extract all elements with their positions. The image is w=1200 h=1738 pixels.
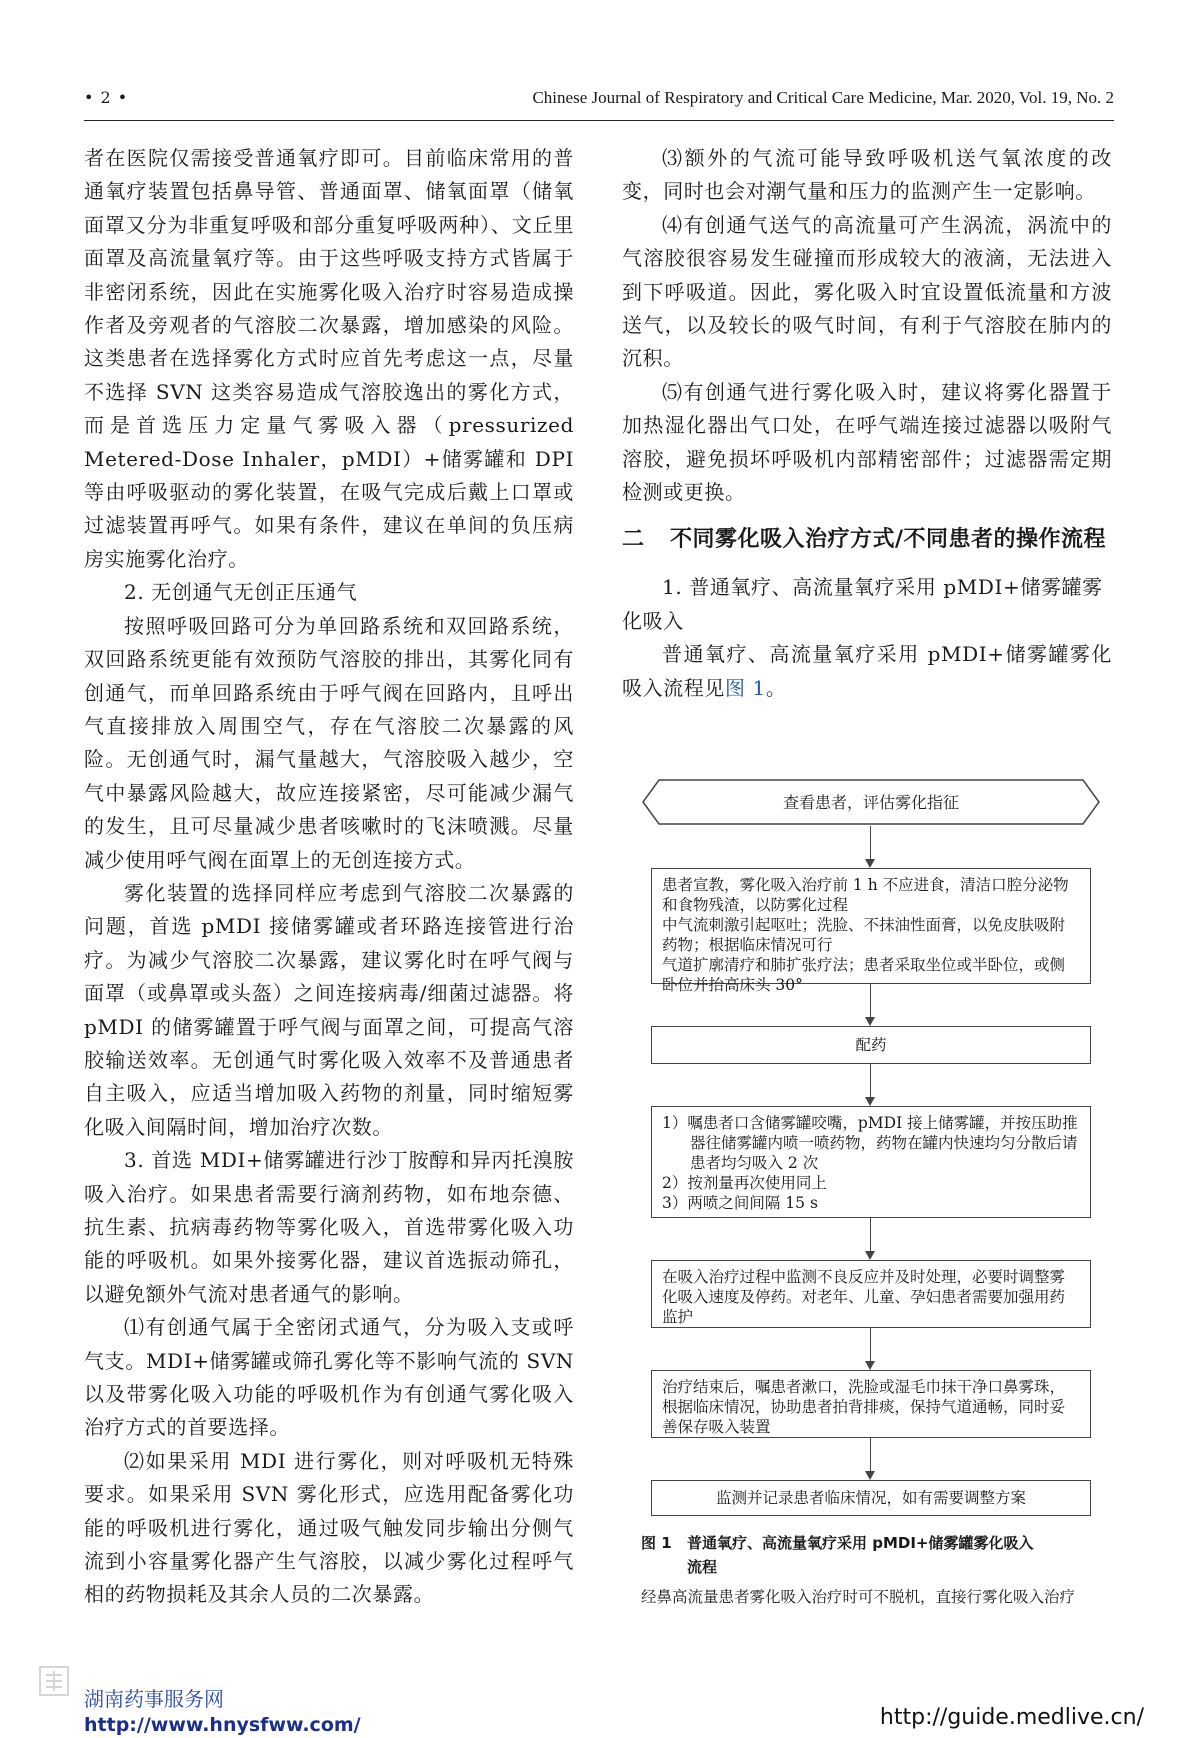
record-box — [651, 1480, 1091, 1516]
paragraph: ⑴有创通气属于全密闭式通气，分为吸入支或呼气支。MDI+储雾罐或筛孔雾化等不影响气流的 SVN 以及带雾化吸入功能的呼吸机作为有创通气雾化吸入治疗方式的首要选择。 — [84, 1315, 574, 1440]
section-title: 不同雾化吸入治疗方式/不同患者的操作流程 — [670, 527, 1107, 553]
post-treatment-text: 治疗结束后，嘱患者漱口，洗脸或湿毛巾抹干净口鼻雾珠，根据临床情况，协助患者拍背排痰，保持气道通畅，同时妥善保存吸入装置 — [662, 1378, 1066, 1436]
section-number: 二 — [622, 527, 645, 553]
paragraph: ⑶额外的气流可能导致呼吸机送气氧浓度的改变，同时也会对潮气量和压力的监测产生一定影响。 — [622, 146, 1112, 204]
start-label: 查看患者，评估雾化指征 — [782, 793, 960, 812]
figure-label: 图 1 — [641, 1534, 672, 1552]
watermark-right-url-link[interactable]: http://guide.medlive.cn/ — [879, 1705, 1144, 1730]
figure-reference-link[interactable]: 图 1 — [725, 675, 766, 700]
monitoring-text: 在吸入治疗过程中监测不良反应并及时处理，必要时调整雾化吸入速度及停药。对老年、儿童、孕妇患者需要加强用药监护 — [662, 1268, 1066, 1326]
subheading: 1. 普通氧疗、高流量氧疗采用 pMDI+储雾罐雾化吸入 — [622, 575, 1103, 633]
left-column — [84, 142, 574, 1612]
journal-header: Chinese Journal of Respiratory and Critical Care Medicine, Mar. 2020, Vol. 19, No. 2 — [532, 88, 1114, 107]
section-heading — [622, 523, 1112, 557]
paragraph: ⑵如果采用 MDI 进行雾化，则对呼吸机无特殊要求。如果采用 SVN 雾化形式，应选用配备雾化功能的呼吸机进行雾化，通过吸气触发同步输出分侧气流到小容量雾化器产生气溶胶，以减少雾化过程呼气相的药物损耗及其余人员的二次暴露。 — [84, 1448, 574, 1607]
paragraph-end: 。 — [765, 675, 787, 700]
flow-arrow — [870, 1064, 871, 1104]
prep-line: 患者宣教，雾化吸入治疗前 1 h 不应进食，清洁口腔分泌物和食物残渣，以防雾化过程 — [662, 876, 1069, 914]
paragraph: 者在医院仅需接受普通氧疗即可。目前临床常用的普通氧疗装置包括鼻导管、普通面罩、储氧面罩（储氧面罩又分为非重复呼吸和部分重复呼吸两种）、文丘里面罩及高流量氧疗等。由于这些呼吸支持方式皆属于非密闭系统，因此在实施雾化吸入治疗时容易造成操作者及旁观者的气溶胶二次暴露，增加感染的风险。这类患者在选择雾化方式时应首先考虑这一点，尽量不选择 SVN 这类容易造成气溶胶逸出的雾化方式，而是首选压力定量气雾吸入器（pressurized Metered-Dose Inhaler，pMDI）+储雾罐和 DPI 等由呼吸驱动的雾化装置，在吸气完成后戴上口罩或过滤装置再呼气。如果有条件，建议在单间的负压病房实施雾化治疗。 — [84, 146, 574, 571]
subheading: 2. 无创通气无创正压通气 — [124, 580, 358, 605]
flow-arrow — [870, 1438, 871, 1478]
figure-note: 经鼻高流量患者雾化吸入治疗时可不脱机，直接行雾化吸入治疗 — [641, 1588, 1076, 1606]
paragraph: 按照呼吸回路可分为单回路系统和双回路系统，双回路系统更能有效预防气溶胶的排出，其雾化同有创通气，而单回路系统由于呼气阀在回路内，且呼出气直接排放入周围空气，存在气溶胶二次暴露的风险。无创通气时，漏气量越大，气溶胶吸入越少，空气中暴露风险越大，故应连接紧密，尽可能减少漏气的发生，且可尽量减少患者咳嗽时的飞沫喷溅。尽量减少使用呼气阀在面罩上的无创连接方式。 — [84, 613, 574, 872]
page-number: • 2 • — [84, 88, 129, 107]
prep-line: 气道扩廓清疗和肺扩张疗法；患者采取坐位或半卧位，或侧卧位并抬高床头 30° — [662, 956, 1066, 994]
figure-caption — [641, 1531, 1101, 1609]
prep-box — [651, 868, 1091, 994]
flow-arrow — [870, 826, 871, 866]
watermark-left — [84, 1686, 361, 1738]
record-label: 监测并记录患者临床情况，如有需要调整方案 — [715, 1489, 1026, 1507]
step-item: 1）嘱患者口含储雾罐咬嘴，pMDI 接上储雾罐，并按压助推器往储雾罐内喷一喷药物，药物在罐内快速均匀分散后请患者均匀吸入 2 次 — [662, 1114, 1078, 1172]
figure-title — [641, 1531, 1101, 1579]
watermark-url-link[interactable]: http://www.hnysfww.com/ — [84, 1714, 361, 1736]
paragraph — [622, 638, 1112, 705]
start-hexagon — [641, 778, 1101, 826]
flow-arrow — [870, 1328, 871, 1368]
paragraph-text: 普通氧疗、高流量氧疗采用 pMDI+储雾罐雾化吸入流程见 — [622, 642, 1112, 700]
seal-icon — [38, 1665, 70, 1697]
dispense-label: 配药 — [855, 1036, 887, 1054]
flow-arrow — [870, 984, 871, 1024]
prep-line: 中气流刺激引起呕吐；洗脸、不抹油性面膏，以免皮肤吸附药物；根据临床情况可行 — [662, 916, 1066, 954]
figure-title-line: 普通氧疗、高流量氧疗采用 pMDI+储雾罐雾化吸入 — [687, 1534, 1034, 1552]
step-item: 2）按剂量再次使用同上 — [662, 1174, 827, 1192]
paragraph: 3. 首选 MDI+储雾罐进行沙丁胺醇和异丙托溴胺吸入治疗。如果患者需要行滴剂药物，如布地奈德、抗生素、抗病毒药物等雾化吸入，首选带雾化吸入功能的呼吸机。如果外接雾化器，建议首选振动筛孔，以避免额外气流对患者通气的影响。 — [84, 1148, 574, 1306]
flow-arrow — [870, 1218, 871, 1258]
header-rule — [84, 120, 1114, 121]
paragraph: ⑸有创通气进行雾化吸入时，建议将雾化器置于加热湿化器出气口处，在呼气端连接过滤器以吸附气溶胶，避免损坏呼吸机内部精密部件；过滤器需定期检测或更换。 — [622, 379, 1112, 505]
paragraph: ⑷有创通气送气的高流量可产生涡流，涡流中的气溶胶很容易发生碰撞而形成较大的液滴，无法进入到下呼吸道。因此，雾化吸入时宜设置低流量和方波送气，以及较长的吸气时间，有利于气溶胶在肺内的沉积。 — [622, 212, 1112, 371]
step-item: 3）两喷之间间隔 15 s — [662, 1194, 818, 1212]
monitoring-box — [651, 1260, 1091, 1328]
paragraph: 雾化装置的选择同样应考虑到气溶胶二次暴露的问题，首选 pMDI 接储雾罐或者环路连接管进行治疗。为减少气溶胶二次暴露，建议雾化时在呼气阀与面罩（或鼻罩或头盔）之间连接病毒/细菌过滤器。将 pMDI 的储雾罐置于呼气阀与面罩之间，可提高气溶胶输送效率。无创通气时雾化吸入效率不及普通患者自主吸入，应适当增加吸入药物的剂量，同时缩短雾化吸入间隔时间，增加治疗次数。 — [84, 880, 574, 1139]
post-treatment-box — [651, 1370, 1091, 1438]
flowchart — [641, 778, 1101, 1518]
inhalation-steps-box — [651, 1106, 1091, 1218]
watermark-site-name: 湖南药事服务网 — [84, 1687, 224, 1711]
dispense-box — [651, 1026, 1091, 1064]
figure-title-line: 流程 — [687, 1558, 718, 1576]
right-column — [622, 142, 1112, 705]
